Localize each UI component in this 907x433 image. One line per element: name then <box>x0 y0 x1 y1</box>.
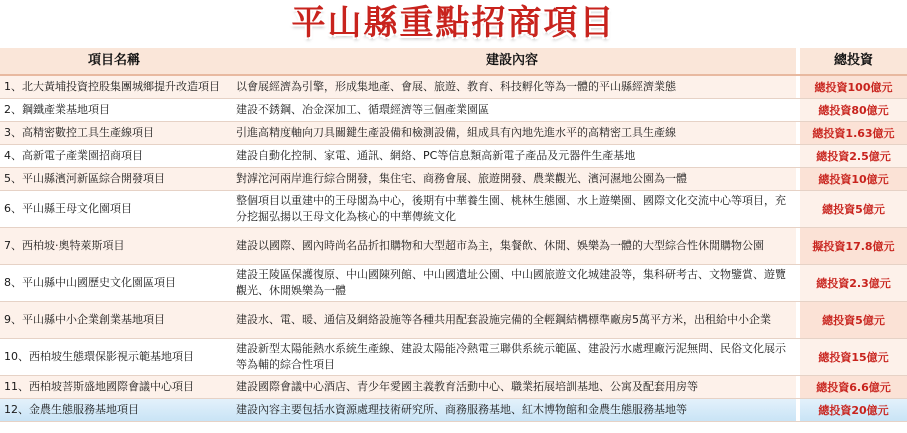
project-invest: 總投資5億元 <box>796 302 907 338</box>
table-row <box>0 265 907 302</box>
project-content: 建設王陵區保護復原、中山國陳列館、中山國遺址公園、中山國旅遊文化城建設等，集科研考古、文物鑒賞、遊覽觀光、休閒娛樂為一體 <box>236 268 786 297</box>
project-invest: 總投資2.5億元 <box>796 145 907 167</box>
table-row <box>0 376 907 399</box>
table-row <box>0 145 907 168</box>
project-name: 8、平山縣中山國歷史文化園區項目 <box>4 276 176 289</box>
table-header <box>0 48 907 76</box>
table-row <box>0 99 907 122</box>
project-content: 建設自動化控制、家電、通訊、網絡、PC等信息類高新電子產品及元器件生產基地 <box>236 149 636 162</box>
table-row <box>0 76 907 99</box>
project-name: 4、高新電子產業園招商項目 <box>4 149 143 162</box>
project-content: 對滹沱河兩岸進行綜合開發，集住宅、商務會展、旅遊開發、農業觀光、濱河濕地公園為一體 <box>236 172 687 185</box>
table-row <box>0 122 907 145</box>
project-name: 1、北大黃埔投資控股集團城鄉提升改造項目 <box>4 80 220 93</box>
header-content: 建設內容 <box>485 53 538 68</box>
project-name: 6、平山縣王母文化園項目 <box>4 202 132 215</box>
table-row <box>0 191 907 228</box>
project-content: 整個項目以重建中的王母閣為中心，後期有中華養生園、桃林生態園、水上遊樂園、國際文化交流中心等項目，充分挖掘弘揚以王母文化為核心的中華傳統文化 <box>236 194 786 223</box>
table-row <box>0 228 907 265</box>
table-row <box>0 399 907 422</box>
project-content: 建設水、電、暖、通信及網絡設施等各種共用配套設施完備的全輕鋼結構標準廠房5萬平方米，出租給中小企業 <box>236 313 771 326</box>
table-row <box>0 168 907 191</box>
project-invest: 總投資5億元 <box>796 191 907 227</box>
project-content: 建設國際會議中心酒店、青少年愛國主義教育活動中心、職業拓展培訓基地、公寓及配套用房等 <box>236 380 698 393</box>
header-invest: 總投資 <box>796 48 907 74</box>
project-invest: 總投資6.6億元 <box>796 376 907 398</box>
project-invest: 總投資10億元 <box>796 168 907 190</box>
header-name: 項目名稱 <box>87 53 140 68</box>
project-name: 9、平山縣中小企業創業基地項目 <box>4 313 165 326</box>
project-name: 10、西柏坡生態環保影視示範基地項目 <box>4 350 194 363</box>
project-name: 5、平山縣濱河新區綜合開發項目 <box>4 172 165 185</box>
page-title: 平山縣重點招商項目 <box>291 3 616 43</box>
project-invest: 總投資100億元 <box>796 76 907 98</box>
project-content: 以會展經濟為引擎，形成集地產、會展、旅遊、教育、科技孵化等為一體的平山縣經濟業態 <box>236 80 676 93</box>
project-invest: 總投資80億元 <box>796 99 907 121</box>
project-invest: 總投資20億元 <box>796 399 907 421</box>
project-invest: 總投資2.3億元 <box>796 265 907 301</box>
project-content: 建設內容主要包括水資源處理技術研究所、商務服務基地、紅木博物館和金農生態服務基地等 <box>236 403 687 416</box>
project-table <box>0 48 907 422</box>
table-row <box>0 302 907 339</box>
title-banner <box>0 0 907 46</box>
project-content: 引進高精度軸向刀具關鍵生產設備和檢測設備，組成具有內地先進水平的高精密工具生產線 <box>236 126 676 139</box>
project-invest: 總投資15億元 <box>796 339 907 375</box>
project-name: 2、鋼鐵產業基地項目 <box>4 103 110 116</box>
project-name: 3、高精密數控工具生產線項目 <box>4 126 154 139</box>
project-name: 11、西柏坡菩斯盛地國際會議中心項目 <box>4 380 194 393</box>
project-name: 7、西柏坡·奧特萊斯項目 <box>4 239 125 252</box>
project-invest: 擬投資17.8億元 <box>796 228 907 264</box>
table-row <box>0 339 907 376</box>
project-name: 12、金農生態服務基地項目 <box>4 403 139 416</box>
project-content: 建設不銹鋼、冶金深加工、循環經濟等三個產業園區 <box>236 103 489 116</box>
project-content: 建設以國際、國內時尚名品折扣購物和大型超市為主，集餐飲、休閒、娛樂為一體的大型綜合性休閒購物公園 <box>236 239 764 252</box>
project-content: 建設新型太陽能熱水系統生產線、建設太陽能冷熱電三聯供系統示範區、建設污水處理廠污泥無問、民俗文化展示等為輔的綜合性項目 <box>236 342 786 371</box>
project-invest: 總投資1.63億元 <box>796 122 907 144</box>
